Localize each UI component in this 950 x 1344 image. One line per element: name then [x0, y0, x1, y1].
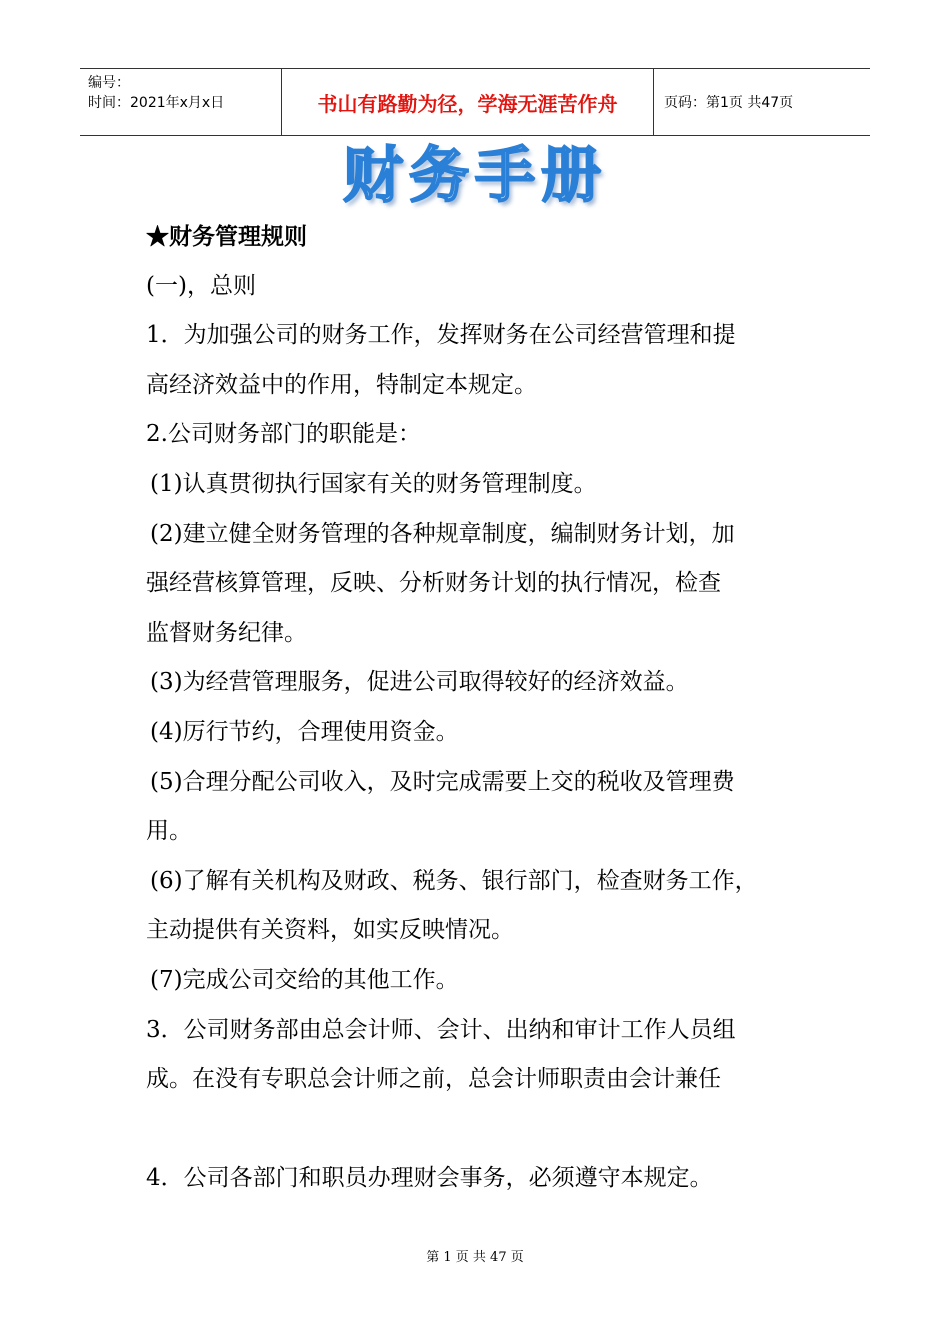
body-line: (3)为经营管理服务，促进公司取得较好的经济效益。	[150, 669, 689, 696]
body-line: (2)建立健全财务管理的各种规章制度，编制财务计划，加	[150, 520, 735, 547]
body-line: 监督财务纪律。	[146, 619, 307, 646]
header-page-info: 页码：第1页 共47页	[664, 95, 794, 111]
header-number: 编号：	[88, 75, 130, 91]
body-line: 强经营核算管理，反映、分析财务计划的执行情况，检查	[146, 570, 721, 597]
body-line: 用。	[146, 818, 192, 845]
body-line: (4)厉行节约，合理使用资金。	[150, 718, 459, 745]
page-footer: 第 1 页 共 47 页	[426, 1250, 524, 1265]
document-body	[146, 212, 826, 1203]
body-line: 1．为加强公司的财务工作，发挥财务在公司经营管理和提	[146, 322, 736, 349]
body-line: (6)了解有关机构及财政、税务、银行部门，检查财务工作，	[150, 867, 758, 894]
body-line: 主动提供有关资料，如实反映情况。	[146, 917, 514, 944]
header-motto: 书山有路勤为径，学海无涯苦作舟	[282, 69, 654, 135]
body-line: 3．公司财务部由总会计师、会计、出纳和审计工作人员组	[146, 1016, 736, 1043]
page-header	[80, 68, 870, 136]
header-time: 时间：2021年x月x日	[88, 95, 225, 111]
header-meta	[80, 69, 282, 135]
body-line: 高经济效益中的作用，特制定本规定。	[146, 371, 537, 398]
body-line: 成。在没有专职总会计师之前，总会计师职责由会计兼任	[146, 1066, 721, 1093]
document-title: 财务手册	[343, 141, 607, 211]
sub-title: (一)，总则	[146, 272, 256, 299]
body-line: (5)合理分配公司收入，及时完成需要上交的税收及管理费	[150, 768, 735, 795]
body-line: (7)完成公司交给的其他工作。	[150, 966, 459, 993]
blank-line	[146, 1105, 826, 1154]
body-line: 2.公司财务部门的职能是：	[146, 421, 421, 448]
body-line: (1)认真贯彻执行国家有关的财务管理制度。	[150, 470, 597, 497]
body-line: 4．公司各部门和职员办理财会事务，必须遵守本规定。	[146, 1164, 713, 1191]
section-title: ★财务管理规则	[146, 223, 307, 250]
